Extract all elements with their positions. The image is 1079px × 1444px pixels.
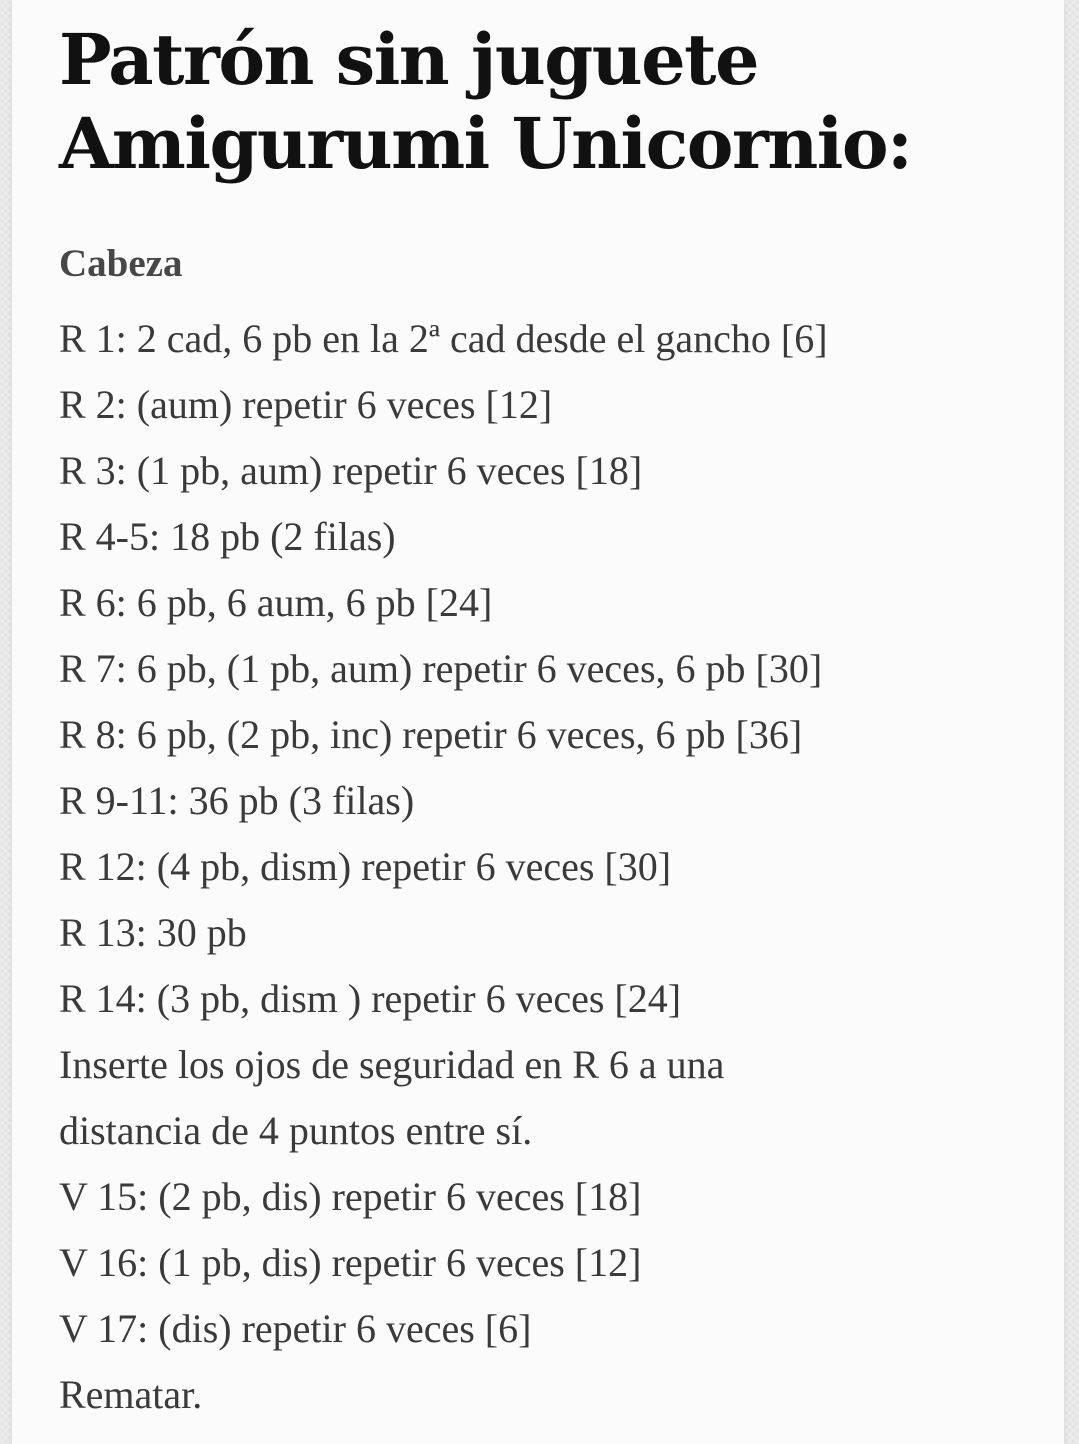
pattern-line: R 8: 6 pb, (2 pb, inc) repetir 6 veces, 6 pb [36] — [59, 712, 803, 757]
pattern-line: R 12: (4 pb, dism) repetir 6 veces [30] — [59, 844, 672, 889]
page-title-line-2: Amigurumi Unicornio: — [59, 102, 912, 185]
article-content — [59, 18, 1049, 1428]
pattern-line: Inserte los ojos de seguridad en R 6 a una — [59, 1042, 725, 1087]
pattern-instructions — [59, 306, 1049, 1428]
pattern-line: V 17: (dis) repetir 6 veces [6] — [59, 1306, 532, 1351]
pattern-line: R 13: 30 pb — [59, 910, 247, 955]
pattern-line: R 7: 6 pb, (1 pb, aum) repetir 6 veces, 6 pb [30] — [59, 646, 823, 691]
pattern-line: R 14: (3 pb, dism ) repetir 6 veces [24] — [59, 976, 682, 1021]
pattern-line: R 1: 2 cad, 6 pb en la 2ª cad desde el gancho [6] — [59, 316, 828, 361]
pattern-line: R 4-5: 18 pb (2 filas) — [59, 514, 396, 559]
pattern-line: Rematar. — [59, 1372, 203, 1417]
pattern-line: R 3: (1 pb, aum) repetir 6 veces [18] — [59, 448, 643, 493]
pattern-line: V 15: (2 pb, dis) repetir 6 veces [18] — [59, 1174, 642, 1219]
article-page — [12, 0, 1064, 1444]
section-heading: Cabeza — [59, 242, 183, 285]
pattern-line: V 16: (1 pb, dis) repetir 6 veces [12] — [59, 1240, 642, 1285]
page-title-line-1: Patrón sin juguete — [59, 18, 759, 101]
page-title — [59, 18, 1049, 186]
pattern-line: R 2: (aum) repetir 6 veces [12] — [59, 382, 553, 427]
pattern-line: distancia de 4 puntos entre sí. — [59, 1108, 533, 1153]
pattern-line: R 6: 6 pb, 6 aum, 6 pb [24] — [59, 580, 493, 625]
pattern-line: R 9-11: 36 pb (3 filas) — [59, 778, 415, 823]
